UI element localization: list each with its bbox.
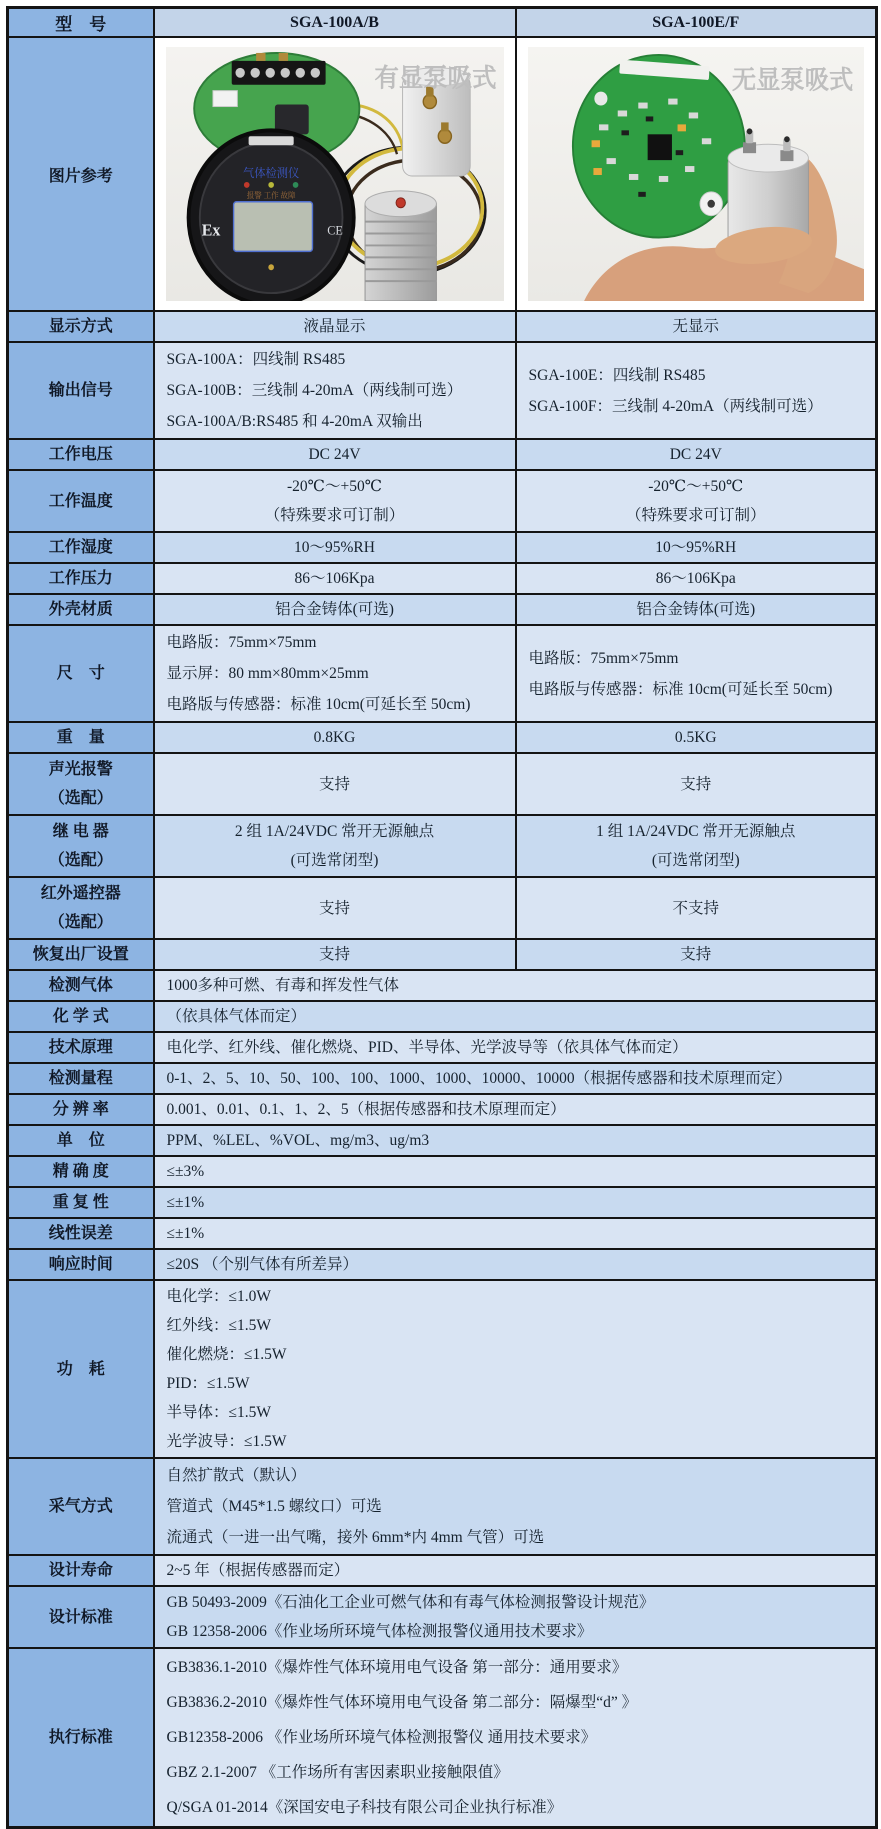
row-label-cell: [8, 1156, 154, 1187]
table-row: [8, 939, 877, 970]
spec-value-cell: [516, 563, 877, 594]
table-row: [8, 311, 877, 342]
spec-value-text: 电路版与传感器：标准 10cm(可延长至 50cm): [528, 680, 833, 698]
spec-value-cell: [516, 939, 877, 970]
spec-value-text: PID：≤1.5W: [166, 1375, 250, 1392]
row-label-cell: [8, 939, 154, 970]
spec-value-text: 电化学：≤1.0W: [166, 1288, 272, 1305]
row-label-cell: [8, 1094, 154, 1125]
row-label-cell: [8, 594, 154, 625]
row-label-cell: [8, 470, 154, 532]
spec-value-text: GB 50493-2009《石油化工企业可燃气体和有毒气体检测报警设计规范》: [166, 1594, 655, 1611]
table-header-row: [8, 8, 877, 38]
spec-value-cell: [154, 1032, 877, 1063]
table-row: [8, 1032, 877, 1063]
spec-value-cell: [154, 939, 516, 970]
product-photo-sga100ab: [154, 37, 516, 311]
spec-value-text: 86～106Kpa: [655, 570, 736, 587]
spec-value-text: ≤±1%: [166, 1194, 205, 1211]
row-label-cell: [8, 1648, 154, 1828]
photo-row: [8, 37, 877, 311]
ce-mark: CE: [326, 223, 343, 238]
spec-value-text: 0.8KG: [313, 729, 356, 746]
spec-value-text: （特殊要求可订制）: [264, 507, 405, 524]
row-label: 输出信号: [48, 382, 113, 399]
spec-value-text: SGA-100A/B:RS485 和 4-20mA 双输出: [166, 413, 423, 430]
table-row: [8, 1648, 877, 1828]
spec-value-text: 支持: [318, 946, 350, 963]
spec-value-text: 显示屏：80 mm×80mm×25mm: [166, 665, 369, 682]
spec-value-cell: [154, 1458, 877, 1555]
spec-value-text: 支持: [318, 775, 350, 793]
row-label: 继 电 器: [52, 823, 109, 840]
model-name-sga100ab: SGA-100A/B: [154, 8, 516, 38]
row-label: 执行标准: [48, 1729, 113, 1746]
spec-value-cell: [154, 470, 516, 532]
row-label-cell: [8, 563, 154, 594]
row-label-cell: [8, 1586, 154, 1648]
spec-value-cell: [154, 342, 516, 439]
spec-value-cell: [154, 722, 516, 753]
table-row: [8, 1218, 877, 1249]
table-row: [8, 594, 877, 625]
spec-value-cell: [154, 1249, 877, 1280]
spec-value-cell: [154, 311, 516, 342]
row-label: 工作温度: [48, 492, 113, 510]
table-row: [8, 1156, 877, 1187]
table-row: [8, 1280, 877, 1458]
table-row: [8, 753, 877, 815]
table-row: [8, 1187, 877, 1218]
table-row: [8, 1555, 877, 1586]
spec-value-cell: [154, 877, 516, 939]
row-label: 红外遥控器: [40, 885, 121, 902]
spec-value-cell: [154, 753, 516, 815]
photo-illustration-right: [528, 47, 865, 301]
spec-value-text: GB12358-2006 《作业场所环境气体检测报警仪 通用技术要求》: [166, 1729, 597, 1746]
table-row: [8, 1586, 877, 1648]
table-row: [8, 1249, 877, 1280]
spec-value-cell: [516, 722, 877, 753]
spec-value-text: SGA-100E：四线制 RS485: [528, 366, 706, 384]
table-row: [8, 342, 877, 439]
row-label: 分 辨 率: [52, 1101, 109, 1118]
spec-value-text: 0.5KG: [674, 729, 717, 746]
spec-value-text: 10～95%RH: [655, 539, 737, 556]
spec-value-text: 2 组 1A/24VDC 常开无源触点: [234, 823, 435, 840]
row-label: 单 位: [56, 1132, 105, 1149]
spec-value-text: SGA-100F：三线制 4-20mA（两线制可选）: [528, 397, 823, 415]
spec-value-text: 电化学、红外线、催化燃烧、PID、半导体、光学波导等（依具体气体而定）: [166, 1039, 688, 1056]
table-row: [8, 1458, 877, 1555]
watermark-right: 无显泵吸式: [731, 66, 853, 95]
spec-value-cell: [154, 1648, 877, 1828]
spec-value-text: DC 24V: [669, 446, 722, 463]
spec-value-cell: [154, 1125, 877, 1156]
spec-table-body: [8, 8, 877, 1828]
table-row: [8, 563, 877, 594]
row-label: 线性误差: [48, 1225, 113, 1242]
detector-title-text: 气体检测仪: [242, 166, 299, 181]
spec-value-text: 支持: [318, 899, 350, 917]
row-label-cell: [8, 1555, 154, 1586]
spec-value-text: -20℃～+50℃: [648, 478, 744, 495]
spec-value-cell: [154, 1218, 877, 1249]
detector-illustration: [188, 130, 353, 301]
spec-value-cell: [154, 1063, 877, 1094]
lcd-screen: [233, 202, 312, 252]
table-row: [8, 439, 877, 470]
spec-value-text: 半导体：≤1.5W: [166, 1404, 272, 1421]
spec-value-cell: [154, 563, 516, 594]
row-label: 功 耗: [56, 1360, 105, 1378]
table-row: [8, 1094, 877, 1125]
row-label-cell: [8, 1063, 154, 1094]
table-row: [8, 1001, 877, 1032]
row-label: 声光报警: [48, 761, 113, 778]
spec-value-cell: [154, 1156, 877, 1187]
row-label-cell: [8, 1218, 154, 1249]
spec-value-text: 自然扩散式（默认）: [166, 1467, 307, 1484]
row-label: 设计标准: [48, 1608, 113, 1626]
spec-value-cell: [154, 1586, 877, 1648]
row-label-cell: [8, 1032, 154, 1063]
model-header-label: 型 号: [8, 8, 154, 38]
spec-value-text: 电路版：75mm×75mm: [166, 634, 317, 651]
spec-value-cell: [516, 625, 877, 722]
row-label: 工作湿度: [48, 539, 113, 556]
row-label-cell: [8, 311, 154, 342]
spec-value-text: 支持: [680, 946, 712, 963]
spec-value-text: 流通式（一进一出气嘴，接外 6mm*内 4mm 气管）可选: [166, 1529, 545, 1546]
row-label-cell: [8, 342, 154, 439]
spec-value-text: 86～106Kpa: [294, 570, 375, 587]
row-label-cell: [8, 877, 154, 939]
model-name-sga100ef: SGA-100E/F: [516, 8, 877, 38]
row-label-cell: [8, 1187, 154, 1218]
row-label: 响应时间: [48, 1256, 113, 1273]
spec-value-text: 不支持: [672, 899, 719, 917]
table-row: [8, 815, 877, 877]
table-row: [8, 877, 877, 939]
spec-value-text: 液晶显示: [303, 318, 366, 335]
photo-illustration-left: [166, 47, 504, 301]
row-label-cell: [8, 1001, 154, 1032]
table-row: [8, 625, 877, 722]
spec-value-text: 电路版：75mm×75mm: [528, 649, 679, 667]
spec-value-cell: [516, 311, 877, 342]
sensor-cylinder-illustration: [365, 191, 436, 301]
spec-value-cell: [516, 877, 877, 939]
table-row: [8, 532, 877, 563]
spec-value-cell: [154, 439, 516, 470]
spec-value-text: GB3836.2-2010《爆炸性气体环境用电气设备 第二部分：隔爆型“d” 》: [166, 1694, 638, 1711]
table-row: [8, 1063, 877, 1094]
row-label-cell: [8, 970, 154, 1001]
ex-mark: Ex: [201, 220, 220, 240]
spec-value-text: 催化燃烧：≤1.5W: [166, 1346, 287, 1363]
row-label: （选配）: [48, 852, 113, 869]
spec-value-cell: [516, 470, 877, 532]
spec-value-cell: [154, 1555, 877, 1586]
row-label-cell: [8, 722, 154, 753]
row-label: 显示方式: [48, 318, 113, 335]
row-label: 技术原理: [48, 1039, 113, 1056]
spec-value-text: 电路版与传感器：标准 10cm(可延长至 50cm): [166, 696, 471, 713]
spec-value-text: 1 组 1A/24VDC 常开无源触点: [596, 823, 796, 840]
row-label-cell: [8, 815, 154, 877]
spec-value-text: SGA-100A：四线制 RS485: [166, 351, 346, 368]
row-label: 工作电压: [48, 446, 113, 463]
watermark-left: 有显泵吸式: [373, 64, 496, 93]
spec-value-cell: [154, 625, 516, 722]
spec-value-cell: [154, 1001, 877, 1032]
spec-value-text: 光学波导：≤1.5W: [166, 1433, 287, 1450]
row-label: 尺 寸: [56, 665, 105, 682]
spec-value-cell: [154, 1094, 877, 1125]
spec-value-text: 支持: [680, 775, 712, 793]
spec-value-text: (可选常闭型): [651, 852, 740, 869]
row-label-cell: [8, 1249, 154, 1280]
row-label: 重 复 性: [52, 1194, 109, 1211]
detector-indicator-labels: 报警 工作 故障: [246, 190, 296, 200]
row-label: 工作压力: [48, 570, 113, 587]
table-row: [8, 970, 877, 1001]
table-row: [8, 470, 877, 532]
spec-value-text: (可选常闭型): [290, 852, 379, 869]
row-label-cell: [8, 532, 154, 563]
spec-value-text: ≤±1%: [166, 1225, 205, 1242]
spec-value-cell: [154, 594, 516, 625]
row-label: 检测气体: [48, 977, 113, 994]
spec-value-text: 管道式（M45*1.5 螺纹口）可选: [166, 1498, 382, 1515]
spec-value-cell: [516, 439, 877, 470]
spec-value-cell: [516, 342, 877, 439]
product-photo-sga100ef: [516, 37, 877, 311]
spec-value-text: （特殊要求可订制）: [625, 507, 766, 524]
spec-value-cell: [154, 815, 516, 877]
spec-value-text: SGA-100B：三线制 4-20mA（两线制可选）: [166, 382, 463, 399]
row-label: 设计寿命: [48, 1562, 113, 1579]
spec-value-text: -20℃～+50℃: [286, 478, 383, 495]
spec-value-cell: [154, 1280, 877, 1458]
row-label: 精 确 度: [52, 1163, 109, 1180]
spec-value-text: ≤±3%: [166, 1163, 205, 1180]
spec-table: [6, 6, 878, 1829]
spec-value-cell: [516, 753, 877, 815]
row-label: （选配）: [48, 790, 113, 807]
row-label: 检测量程: [48, 1070, 113, 1087]
photo-row-label: 图片参考: [8, 37, 154, 311]
spec-value-text: 0-1、2、5、10、50、100、100、1000、1000、10000、10000（根据传感器和技术原理而定）: [166, 1070, 792, 1087]
spec-value-cell: [516, 594, 877, 625]
row-label-cell: [8, 439, 154, 470]
spec-value-text: 0.001、0.01、0.1、1、2、5（根据传感器和技术原理而定）: [166, 1101, 566, 1118]
spec-value-text: DC 24V: [308, 446, 361, 463]
row-label: （选配）: [48, 914, 113, 931]
row-label: 化 学 式: [52, 1008, 109, 1025]
spec-value-text: GB 12358-2006《作业场所环境气体检测报警仪通用技术要求》: [166, 1623, 593, 1640]
spec-value-cell: [154, 970, 877, 1001]
row-label: 采气方式: [48, 1498, 113, 1515]
row-label-cell: [8, 1458, 154, 1555]
spec-value-cell: [516, 532, 877, 563]
table-row: [8, 722, 877, 753]
spec-value-text: GBZ 2.1-2007 《工作场所有害因素职业接触限值》: [166, 1764, 509, 1781]
spec-value-text: 1000多种可燃、有毒和挥发性气体: [166, 977, 400, 994]
row-label-cell: [8, 1125, 154, 1156]
spec-value-text: 无显示: [672, 318, 719, 335]
row-label: 恢复出厂设置: [32, 946, 129, 963]
row-label-cell: [8, 753, 154, 815]
spec-value-text: 10～95%RH: [294, 539, 375, 556]
spec-value-cell: [516, 815, 877, 877]
spec-value-text: PPM、%LEL、%VOL、mg/m3、ug/m3: [166, 1132, 430, 1149]
table-row: [8, 1125, 877, 1156]
spec-value-text: 红外线：≤1.5W: [166, 1317, 272, 1334]
row-label: 外壳材质: [48, 601, 113, 618]
spec-value-cell: [154, 532, 516, 563]
spec-value-text: Q/SGA 01-2014《深国安电子科技有限公司企业执行标准》: [166, 1799, 563, 1816]
spec-value-cell: [154, 1187, 877, 1218]
row-label-cell: [8, 1280, 154, 1458]
spec-value-text: GB3836.1-2010《爆炸性气体环境用电气设备 第一部分：通用要求》: [166, 1659, 628, 1676]
row-label: 重 量: [56, 729, 105, 746]
spec-value-text: 铝合金铸体(可选): [275, 601, 394, 618]
spec-value-text: ≤20S （个别气体有所差异）: [166, 1256, 359, 1273]
spec-value-text: （依具体气体而定）: [166, 1008, 307, 1025]
spec-value-text: 铝合金铸体(可选): [636, 601, 756, 618]
spec-value-text: 2~5 年（根据传感器而定）: [166, 1562, 350, 1579]
row-label-cell: [8, 625, 154, 722]
